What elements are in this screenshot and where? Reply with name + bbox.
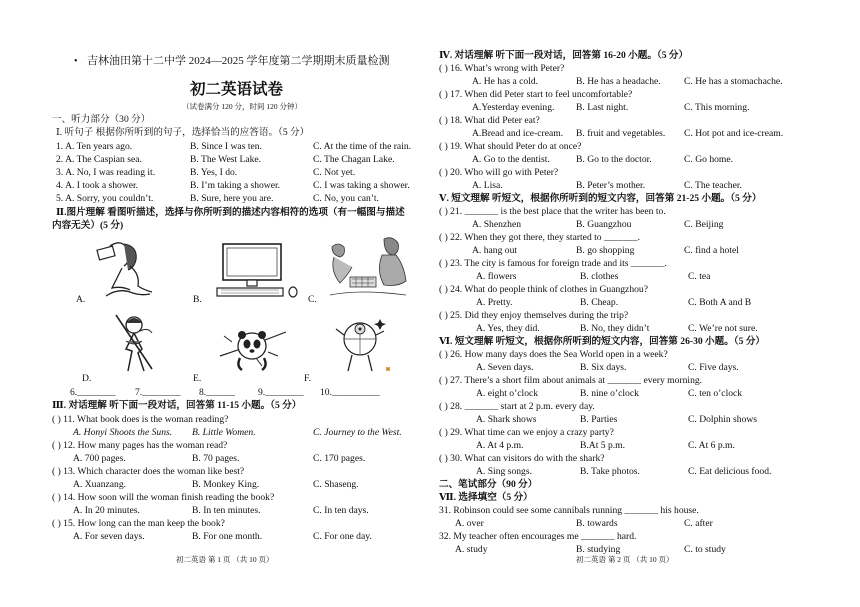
- s1-q5-c: C. No, you can’t.: [313, 193, 379, 204]
- q23-c: C. tea: [688, 271, 711, 282]
- q24-c: C. Both A and B: [688, 297, 752, 308]
- q32-c: C. to study: [684, 544, 726, 555]
- answer-blank-8[interactable]: 8.______: [199, 387, 235, 398]
- computer-icon: [213, 242, 299, 300]
- q13-c: C. Shaseng.: [313, 479, 359, 490]
- s1-q3-c: C. Not yet.: [313, 167, 356, 178]
- q25: ( ) 25. Did they enjoy themselves during the trip?: [439, 310, 629, 321]
- q30-b: B. Take photos.: [580, 466, 640, 477]
- q31-b: B. towards: [576, 518, 618, 529]
- q27: ( ) 27. There’s a short film about animals at _______ every morning.: [439, 375, 703, 386]
- q32-b: B. studying: [576, 544, 621, 555]
- pic-label-e: E.: [193, 373, 202, 384]
- q19-c: C. Go home.: [684, 154, 734, 165]
- q26: ( ) 26. How many days does the Sea World open in a week?: [439, 349, 668, 360]
- part2-title: 二、笔试部分（90 分）: [439, 479, 538, 490]
- q13-a: A. Xuanzang.: [73, 479, 127, 490]
- s1-q5-a: 5. A. Sorry, you couldn’t.: [56, 193, 154, 204]
- q22-b: B. go shopping: [576, 245, 635, 256]
- s1-q2-c: C. The Chagan Lake.: [313, 154, 395, 165]
- pic-label-d: D.: [82, 373, 92, 384]
- q18: ( ) 18. What did Peter eat?: [439, 115, 540, 126]
- q26-b: B. Six days.: [580, 362, 627, 373]
- q29-a: A. At 4 p.m.: [476, 440, 524, 451]
- q25-c: C. We’re not sure.: [688, 323, 758, 334]
- s1-q1-b: B. Since I was ten.: [190, 141, 262, 152]
- q11: ( ) 11. What book does is the woman reading?: [52, 414, 229, 425]
- pic-label-f: F.: [304, 373, 311, 384]
- q28-b: B. Parties: [580, 414, 618, 425]
- exam-note: （试卷满分 120 分，时间 120 分钟）: [182, 102, 302, 111]
- q21: ( ) 21. _______ is the best place that the writer has been to.: [439, 206, 666, 217]
- s1-q4-c: C. I was taking a shower.: [313, 180, 410, 191]
- q15-b: B. For one month.: [192, 531, 263, 542]
- s1-q4-a: 4. A. I took a shower.: [56, 180, 139, 191]
- q22-a: A. hang out: [472, 245, 518, 256]
- answer-blank-6[interactable]: 6.________: [70, 387, 116, 398]
- q20-b: B. Peter’s mother.: [576, 180, 646, 191]
- q14-a: A. In 20 minutes.: [73, 505, 140, 516]
- s1-q1-c: C. At the time of the rain.: [313, 141, 412, 152]
- q11-b: B. Little Women.: [192, 427, 256, 438]
- q12: ( ) 12. How many pages has the woman read?: [52, 440, 228, 451]
- s1-q2-a: 2. A. The Caspian sea.: [56, 154, 142, 165]
- section6-title: Ⅵ. 短文理解 听短文，根据你所听到的短文内容，回答第 26-30 小题。（5 分）: [439, 336, 766, 347]
- bullet-dot: •: [74, 56, 78, 67]
- s1-q4-b: B. I’m taking a shower.: [190, 180, 281, 191]
- section1-title: Ⅰ. 听句子 根据你所听到的句子，选择恰当的应答语。（5 分）: [56, 127, 310, 138]
- part1-title: 一、听力部分（30 分）: [52, 114, 151, 125]
- q15-c: C. For one day.: [313, 531, 372, 542]
- q17-c: C. This morning.: [684, 102, 750, 113]
- q27-a: A. eight o’clock: [476, 388, 539, 399]
- reading-man-icon: [96, 238, 154, 304]
- q16-b: B. He has a headache.: [576, 76, 661, 87]
- q16-c: C. He has a stomachache.: [684, 76, 783, 87]
- pic-label-a: A.: [76, 294, 86, 305]
- q18-b: B. fruit and vegetables.: [576, 128, 666, 139]
- q20-c: C. The teacher.: [684, 180, 742, 191]
- q22-c: C. find a hotel: [684, 245, 739, 256]
- q26-a: A. Seven days.: [476, 362, 534, 373]
- s1-q5-b: B. Sure, here you are.: [190, 193, 274, 204]
- q14: ( ) 14. How soon will the woman finish reading the book?: [52, 492, 275, 503]
- answer-blank-9[interactable]: 9.________: [258, 387, 304, 398]
- pic-label-b: B.: [193, 294, 202, 305]
- school-header: 吉林油田第十二中学 2024—2025 学年度第二学期期末质量检测: [87, 55, 390, 67]
- s1-q1-a: 1. A. Ten years ago.: [56, 141, 133, 152]
- q23: ( ) 23. The city is famous for foreign trade and its _______.: [439, 258, 667, 269]
- q16-a: A. He has a cold.: [472, 76, 539, 87]
- q18-c: C. Hot pot and ice-cream.: [684, 128, 784, 139]
- q25-a: A. Yes, they did.: [476, 323, 540, 334]
- q17: ( ) 17. When did Peter start to feel uncomfortable?: [439, 89, 633, 100]
- q21-b: B. Guangzhou: [576, 219, 632, 230]
- q17-a: A.Yesterday evening.: [472, 102, 555, 113]
- section3-title: Ⅲ. 对话理解 听下面一段对话，回答第 11-15 小题。（5 分）: [52, 400, 302, 411]
- q27-c: C. ten o’clock: [688, 388, 743, 399]
- exam-title: 初二英语试卷: [190, 81, 284, 98]
- q26-c: C. Five days.: [688, 362, 739, 373]
- section4-title: Ⅳ. 对话理解 听下面一段对话，回答第 16-20 小题。（5 分）: [439, 50, 689, 61]
- q29: ( ) 29. What time can we enjoy a crazy party?: [439, 427, 614, 438]
- monkey-king-icon: [112, 313, 158, 373]
- section2-title-line2: 内容无关）(5 分): [52, 220, 124, 231]
- q30: ( ) 30. What can visitors do with the shark?: [439, 453, 605, 464]
- q25-b: B. No, they didn’t: [580, 323, 650, 334]
- s1-q3-a: 3. A. No, I was reading it.: [56, 167, 156, 178]
- section7-title: Ⅶ. 选择填空（5 分）: [439, 492, 533, 503]
- chess-players-icon: [326, 233, 410, 301]
- q32-a: A. study: [455, 544, 488, 555]
- q14-c: C. In ten days.: [313, 505, 369, 516]
- q28: ( ) 28. _______ start at 2 p.m. every day.: [439, 401, 595, 412]
- q21-a: A. Shenzhen: [472, 219, 522, 230]
- q28-c: C. Dolphin shows: [688, 414, 758, 425]
- page-footer-left: 初二英语 第 1 页 （共 10 页）: [176, 555, 274, 564]
- q19-a: A. Go to the dentist.: [472, 154, 550, 165]
- q28-a: A. Shark shows: [476, 414, 537, 425]
- q11-c: C. Journey to the West.: [313, 427, 402, 438]
- q24-b: B. Cheap.: [580, 297, 619, 308]
- q31: 31. Robinson could see some cannibals running _______ his house.: [439, 505, 699, 516]
- q27-b: B. nine o’clock: [580, 388, 639, 399]
- q30-c: C. Eat delicious food.: [688, 466, 772, 477]
- q12-c: C. 170 pages.: [313, 453, 366, 464]
- q14-b: B. In ten minutes.: [192, 505, 261, 516]
- q17-b: B. Last night.: [576, 102, 629, 113]
- q31-a: A. over: [455, 518, 484, 529]
- q11-a: A. Honyi Shoots the Suns.: [73, 427, 173, 438]
- q13: ( ) 13. Which character does the woman like best?: [52, 466, 245, 477]
- q23-b: B. clothes: [580, 271, 619, 282]
- q18-a: A.Bread and ice-cream.: [472, 128, 564, 139]
- answer-blank-7[interactable]: 7.________: [135, 387, 181, 398]
- q19-b: B. Go to the doctor.: [576, 154, 652, 165]
- q23-a: A. flowers: [476, 271, 517, 282]
- q15: ( ) 15. How long can the man keep the book?: [52, 518, 225, 529]
- q16: ( ) 16. What’s wrong with Peter?: [439, 63, 565, 74]
- answer-blank-10[interactable]: 10.__________: [320, 387, 380, 398]
- pic-label-c: C.: [308, 294, 317, 305]
- section5-title: Ⅴ. 短文理解 听短文，根据你所听到的短文内容，回答第 21-25 小题。（5 分）: [439, 193, 762, 204]
- q31-c: C. after: [684, 518, 713, 529]
- q19: ( ) 19. What should Peter do at once?: [439, 141, 582, 152]
- robot-icon: [332, 315, 396, 377]
- q13-b: B. Monkey King.: [192, 479, 260, 490]
- page-footer-right: 初二英语 第 2 页 （共 10 页）: [576, 555, 674, 564]
- s1-q2-b: B. The West Lake.: [190, 154, 262, 165]
- panda-icon: [218, 316, 288, 374]
- q30-a: A. Sing songs.: [476, 466, 532, 477]
- q24: ( ) 24. What do people think of clothes in Guangzhou?: [439, 284, 648, 295]
- q20-a: A. Lisa.: [472, 180, 503, 191]
- q15-a: A. For seven days.: [73, 531, 145, 542]
- q29-b: B.At 5 p.m.: [580, 440, 626, 451]
- q22: ( ) 22. When they got there, they started to _______.: [439, 232, 640, 243]
- q12-a: A. 700 pages.: [73, 453, 126, 464]
- q21-c: C. Beijing: [684, 219, 724, 230]
- section2-title-line1: Ⅱ.图片理解 看图听描述，选择与你所听到的描述内容相符的选项（有一幅图与描述: [56, 207, 405, 218]
- q20: ( ) 20. Who will go with Peter?: [439, 167, 559, 178]
- q12-b: B. 70 pages.: [192, 453, 240, 464]
- q24-a: A. Pretty.: [476, 297, 513, 308]
- q32: 32. My teacher often encourages me _______ hard.: [439, 531, 637, 542]
- q29-c: C. At 6 p.m.: [688, 440, 735, 451]
- s1-q3-b: B. Yes, I do.: [190, 167, 238, 178]
